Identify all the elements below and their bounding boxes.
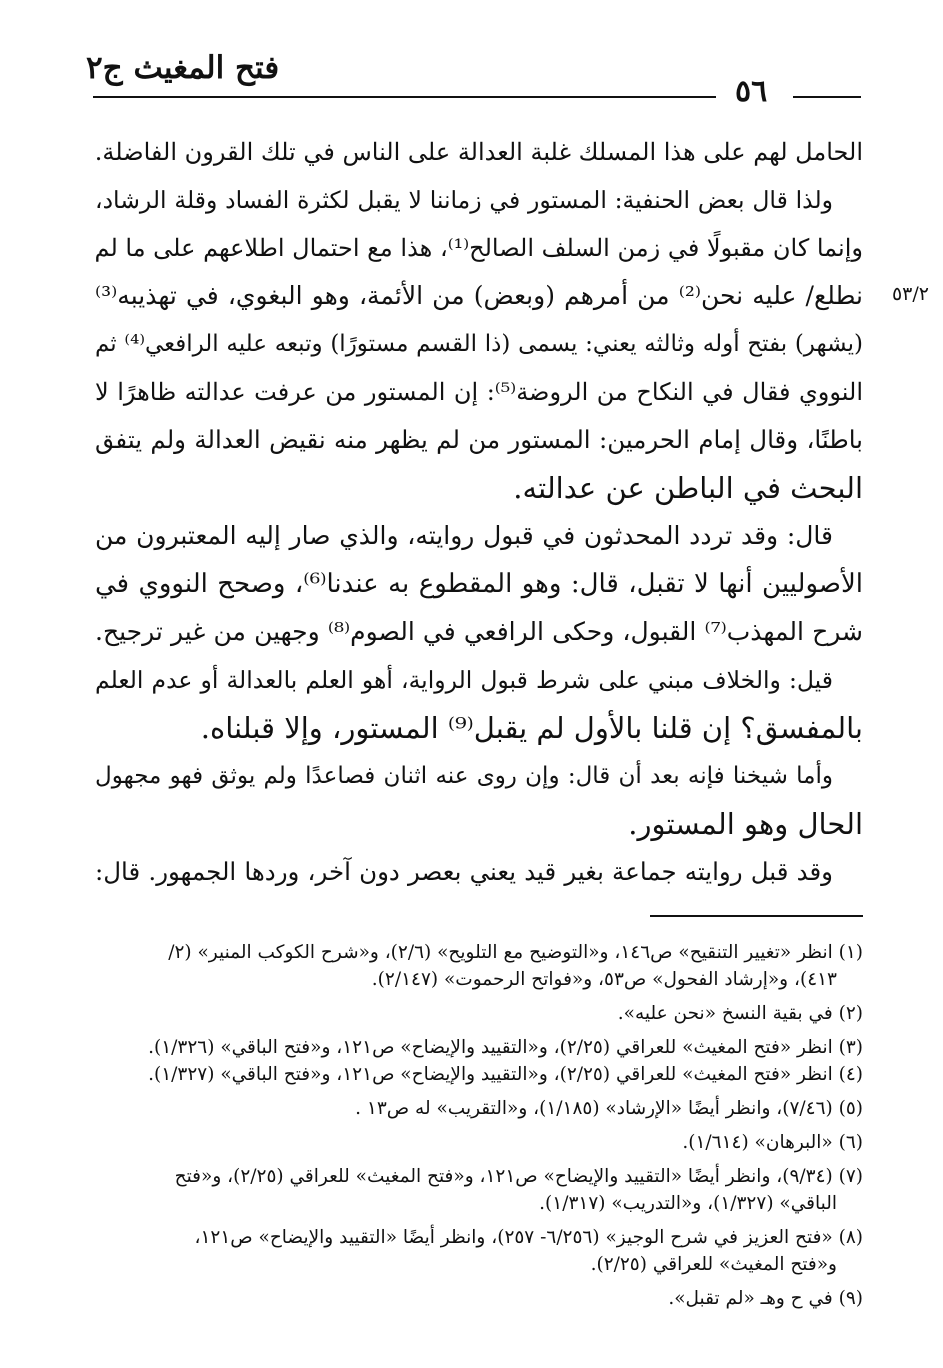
- footnotes: [95, 939, 863, 1312]
- footnote-line: (٣) انظر «فتح المغيث» للعراقي (٢/٢٥)، و«التقييد والإيضاح» ص١٢١، و«فتح الباقي» (١/٣٢٦).: [148, 1037, 863, 1058]
- footnote-separator: [650, 915, 863, 917]
- header-rule-right: [793, 96, 861, 98]
- footnote-line: (٨) «فتح العزيز في شرح الوجيز» (٦/٢٥٦- ٢٥٧)، وانظر أيضًا «التقييد والإيضاح» ص١٢١،: [194, 1227, 863, 1248]
- text-line: الحال وهو المستور.: [628, 807, 863, 841]
- main-text: [95, 128, 863, 896]
- footnote-line: (٧) (٩/٣٤)، وانظر أيضًا «التقييد والإيضاح» ص١٢١، و«فتح المغيث» للعراقي (٢/٢٥)، و«فتح: [174, 1166, 863, 1187]
- footnote-line: (٦) «البرهان» (١/٦١٤).: [682, 1132, 863, 1153]
- text-line: شرح المهذب⁽⁷⁾ القبول، وحكى الرافعي في الصوم⁽⁸⁾ وجهين من غير ترجيح.: [95, 617, 863, 646]
- footnote-line: (٥) (٧/٤٦)، وانظر أيضًا «الإرشاد» (١/١٨٥)، و«التقريب» له ص١٣ .: [355, 1098, 863, 1119]
- text-line: بالمفسق؟ إن قلنا بالأول لم يقبل⁽⁹⁾ المستور، وإلا قبلناه.: [200, 711, 863, 745]
- footnote-line: (٩) في ح وهـ «لم تقبل».: [668, 1288, 863, 1309]
- page-number: ٥٦: [735, 74, 768, 109]
- text-line: النووي فقال في النكاح من الروضة⁽⁵⁾: إن المستور من عرفت عدالته ظاهرًا لا: [95, 378, 863, 406]
- text-line: الأصوليين أنها لا تقبل، قال: وهو المقطوع به عندنا⁽⁶⁾، وصحح النووي في: [95, 569, 864, 599]
- text-line: وإنما كان مقبولًا في زمن السلف الصالح⁽¹⁾، هذا مع احتمال اطلاعهم على ما لم: [94, 234, 863, 262]
- text-line: وقد قبل روايته جماعة بغير قيد يعني بعصر دون آخر، وردها الجمهور. قال:: [95, 857, 833, 886]
- text-line: (يشهر) بفتح أوله وثالثه يعني: يسمى (ذا القسم مستورًا) وتبعه عليه الرافعي⁽⁴⁾ ثم: [95, 331, 863, 357]
- header-rule-left: [93, 96, 716, 98]
- text-line: الحامل لهم على هذا المسلك غلبة العدالة على الناس في تلك القرون الفاضلة.: [94, 138, 863, 166]
- text-line: نطلع/ عليه نحن⁽²⁾ من أمرهم (وبعض) من الأئمة، وهو البغوي، في تهذيبه⁽³⁾: [95, 281, 863, 310]
- footnote-line: (٤) انظر «فتح المغيث» للعراقي (٢/٢٥)، و«التقييد والإيضاح» ص١٢١، و«فتح الباقي» (١/٣٢٧).: [148, 1064, 863, 1085]
- text-line: ولذا قال بعض الحنفية: المستور في زماننا لا يقبل لكثرة الفساد وقلة الرشاد،: [95, 186, 833, 214]
- footnote-line: (٢) في بقية النسخ «نحن عليه».: [617, 1003, 863, 1024]
- text-line: وأما شيخنا فإنه بعد أن قال: وإن روى عنه اثنان فصاعدًا ولم يوثق فهو مجهول: [95, 763, 833, 789]
- text-line: قال: وقد تردد المحدثون في قبول روايته، والذي صار إليه المعتبرون من: [95, 521, 833, 550]
- footnote-line: الباقي» (١/٣٢٧)، و«التدريب» (١/٣١٧).: [539, 1193, 837, 1214]
- text-line: قيل: والخلاف مبني على شرط قبول الرواية، أهو العلم بالعدالة أو عدم العلم: [95, 666, 833, 694]
- running-head-title: فتح المغيث ج٢: [86, 50, 280, 86]
- footnote-line: ٤١٣)، و«إرشاد الفحول» ص٥٣، و«فواتح الرحموت» (٢/١٤٧).: [371, 969, 837, 990]
- text-line: باطنًا، وقال إمام الحرمين: المستور من لم يظهر منه نقيض العدالة ولم يتفق: [95, 425, 863, 454]
- footnote-line: و«فتح المغيث» للعراقي (٢/٢٥).: [590, 1254, 837, 1275]
- margin-note: ٥٣/٢: [891, 283, 929, 305]
- footnote-line: (١) انظر «تغيير التنقيح» ص١٤٦، و«التوضيح مع التلويح» (٢/٦)، و«شرح الكوكب المنير» (٢/: [168, 942, 863, 963]
- text-line: البحث في الباطن عن عدالته.: [513, 471, 863, 505]
